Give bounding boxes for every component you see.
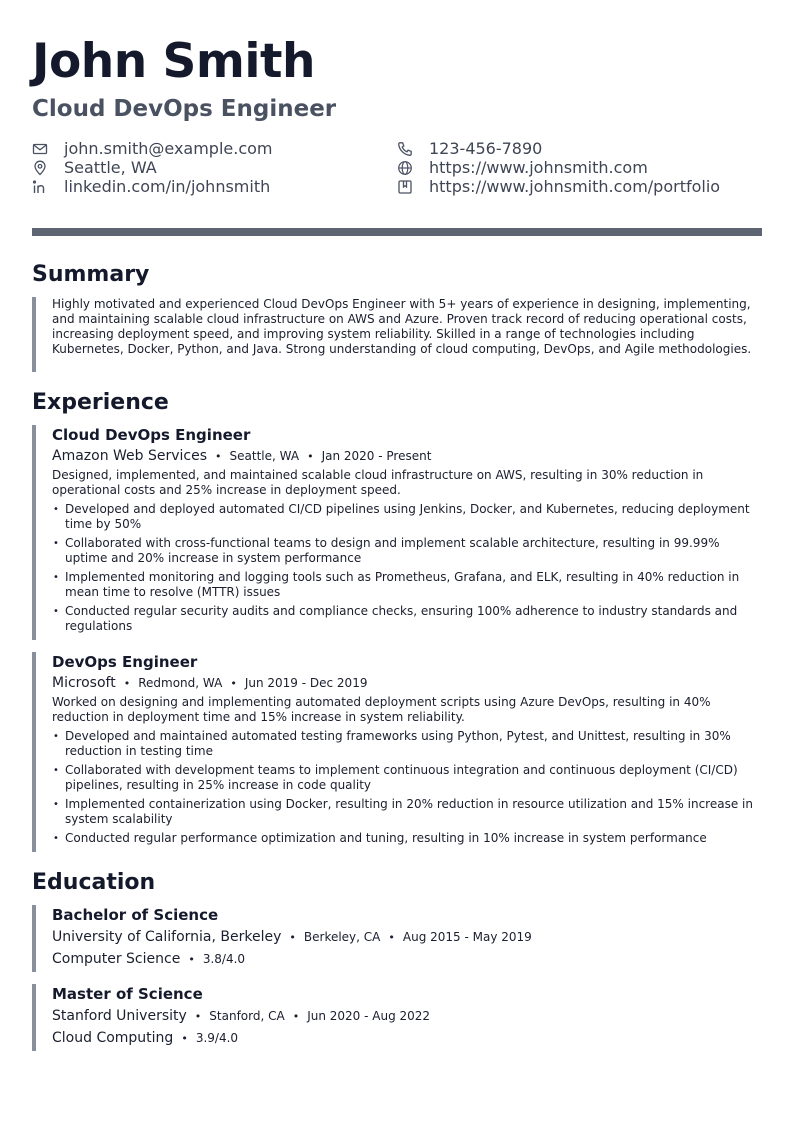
gpa: 3.9/4.0 [195,1031,239,1045]
summary-block [32,297,762,372]
school-dates: Jun 2020 - Aug 2022 [307,1009,431,1023]
bullet-item: • Developed and maintained automated testing frameworks using Python, Pytest, and Unittest, resulting in 30% reduction in testing time [52,729,762,759]
school-line [52,929,762,946]
summary-text: Highly motivated and experienced Cloud DevOps Engineer with 5+ years of experience in designing, implementing, and maintaining scalable cloud infrastructure on AWS and Azure. Proven track record of reducing operational costs, increasing deployment speed, and improving system reliability. Skilled in a range of technologies including Kubernetes, Docker, Python, and Java. Strong understanding of cloud computing, DevOps, and Agile methodologies. [52,297,752,356]
job-title: DevOps Engineer [52,653,198,671]
contact-phone[interactable] [397,139,542,158]
separator-dot: • [123,677,131,690]
separator-dot: • [188,953,195,966]
school-location: Berkeley, CA [303,930,381,944]
separator-dot: • [292,1010,300,1023]
separator-dot: • [215,450,222,463]
contact-linkedin[interactable] [32,177,270,196]
company-name: Microsoft [52,675,116,691]
education-entry [32,905,762,972]
degree-title: Master of Science [52,985,203,1003]
section-title-experience: Experience [32,390,169,415]
separator-dot: • [289,931,296,944]
bullet-item: • Collaborated with cross-functional teams to design and implement scalable architecture, resulting in 99.99% uptime and 20% increase in system performance [52,536,762,566]
experience-entry [32,425,762,640]
company-name: Amazon Web Services [52,448,208,464]
education-entry [32,984,762,1051]
job-bullets [52,502,762,634]
job-location: Seattle, WA [229,449,300,463]
separator-dot: • [388,931,395,944]
globe-icon [397,160,413,176]
job-bullets [52,729,762,846]
school-dates: Aug 2015 - May 2019 [402,930,532,944]
bullet-item: • Implemented containerization using Docker, resulting in 20% reduction in resource utilization and 15% increase in system scalability [52,797,762,827]
job-description: Designed, implemented, and maintained scalable cloud infrastructure on AWS, resulting in 30% reduction in operational costs and 25% increase in deployment speed. [52,468,704,497]
contact-email[interactable] [32,139,273,158]
separator-dot: • [230,677,237,690]
job-location: Redmond, WA [138,676,223,690]
bullet-item: • Collaborated with development teams to implement continuous integration and continuous deployment (CI/CD) pipelines, resulting in 25% increase in code quality [52,763,762,793]
linkedin-icon [32,179,48,195]
job-dates: Jun 2019 - Dec 2019 [244,676,368,690]
job-meta [52,675,762,692]
school-name: University of California, Berkeley [52,929,282,945]
contact-website[interactable] [397,158,648,177]
portfolio-icon [397,179,413,195]
contact-linkedin-text: linkedin.com/in/johnsmith [64,177,271,196]
section-title-summary: Summary [32,262,150,287]
job-meta [52,448,762,465]
experience-entry [32,652,762,852]
phone-icon [397,141,413,157]
job-dates: Jan 2020 - Present [321,449,432,463]
section-title-education: Education [32,870,156,895]
field-line [52,951,762,968]
contact-portfolio[interactable] [397,177,720,196]
school-name: Stanford University [52,1008,187,1024]
separator-dot: • [194,1010,202,1023]
degree-title: Bachelor of Science [52,906,219,924]
school-line [52,1008,762,1025]
gpa: 3.8/4.0 [202,952,246,966]
map-pin-icon [32,160,48,176]
bullet-item: • Implemented monitoring and logging tools such as Prometheus, Grafana, and ELK, resulting in 40% reduction in mean time to resolve (MTTR) issues [52,570,762,600]
contact-location [32,158,157,177]
resume-role: Cloud DevOps Engineer [32,96,337,122]
field-line [52,1030,762,1047]
bullet-item: • Developed and deployed automated CI/CD pipelines using Jenkins, Docker, and Kubernetes, reducing deployment time by 50% [52,502,762,532]
contact-location-text: Seattle, WA [64,158,157,177]
contact-email-text: john.smith@example.com [64,139,273,158]
field-of-study: Cloud Computing [52,1030,174,1046]
header-divider [32,228,762,236]
contact-portfolio-text: https://www.johnsmith.com/portfolio [429,177,721,196]
school-location: Stanford, CA [209,1009,285,1023]
resume-name: John Smith [32,34,315,89]
bullet-item: • Conducted regular performance optimization and tuning, resulting in 10% increase in system performance [52,831,762,846]
field-of-study: Computer Science [52,951,181,967]
job-description: Worked on designing and implementing automated deployment scripts using Azure DevOps, resulting in 40% reduction in deployment time and 15% increase in system reliability. [52,695,711,724]
job-title: Cloud DevOps Engineer [52,426,251,444]
bullet-item: • Conducted regular security audits and compliance checks, ensuring 100% adherence to industry standards and regulations [52,604,762,634]
separator-dot: • [307,450,314,463]
contact-phone-text: 123-456-7890 [429,139,543,158]
contact-website-text: https://www.johnsmith.com [429,158,648,177]
separator-dot: • [181,1032,188,1045]
mail-icon [32,141,48,157]
